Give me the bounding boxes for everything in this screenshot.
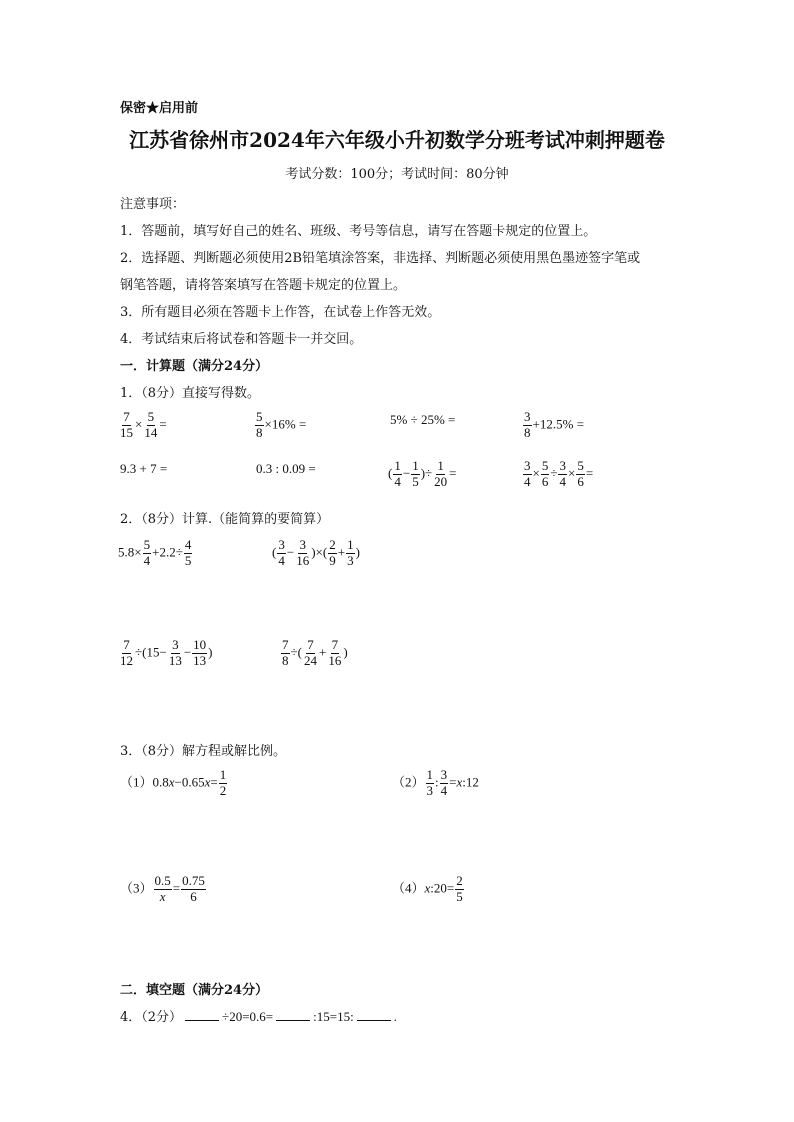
exam-info: 考试分数：100分；考试时间：80分钟 [285,167,509,182]
equation-3: （3） $\frac{0.5}{x}$ = $\frac{0.75}{6}$ [120,873,205,904]
expr-1c: 5% ÷ 25% = [390,412,456,427]
notice-item: 2．选择题、判断题必须使用2B铅笔填涂答案，非选择、判断题必须使用黑色墨迹签字笔或 [120,251,641,266]
expr-1f: 0.3 : 0.09 = [256,461,316,476]
answer-blank[interactable] [185,1008,219,1021]
expr-1h: $\frac{3}{4}$ × $\frac{5}{6}$ ÷ $\frac{3}{4}$ × $\frac{5}{6}$ = [524,458,594,489]
notice-item: 钢笔答题，请将答案填写在答题卡规定的位置上。 [120,278,407,293]
question-2: 2．（8分）计算.（能简算的要简算） [120,512,330,527]
expr-1g: ( $\frac{1}{4}$ − $\frac{1}{5}$ )÷ $\frac{1}{20}$ = [388,458,457,489]
expr-2b: ( $\frac{3}{4}$ − $\frac{3}{16}$ )×( $\frac{2}{9}$ + $\frac{1}{3}$ ) [272,537,360,568]
question-4: 4．（2分） ÷20=0.6= :15=15: . [120,1009,397,1025]
notice-heading: 注意事项： [120,197,186,212]
confidential-label: 保密★启用前 [120,101,199,116]
notice-item: 1．答题前，填写好自己的姓名、班级、考号等信息，请写在答题卡规定的位置上。 [120,224,597,239]
answer-blank[interactable] [357,1008,391,1021]
equation-4: （4）x:20= $\frac{2}{5}$ [392,873,463,904]
expr-1a: $\frac{7}{15}$ × $\frac{5}{14}$ = [120,409,167,440]
expr-1b: $\frac{5}{8}$ ×16% = [256,409,307,440]
expr-1e: 9.3 + 7 = [120,461,168,476]
section-heading: 二．填空题（满分24分） [120,983,269,998]
expr-2a: 5.8× $\frac{5}{4}$ +2.2÷ $\frac{4}{5}$ [118,537,192,568]
question-1: 1．（8分）直接写得数。 [120,386,261,401]
expr-2d: $\frac{7}{8}$ ÷( $\frac{7}{24}$ + $\frac{7}{16}$ ) [282,637,348,668]
answer-blank[interactable] [276,1008,310,1021]
expr-2c: $\frac{7}{12}$ ÷(15− $\frac{3}{13}$ − $\frac{10}{13}$ ) [120,637,213,668]
notice-item: 4．考试结束后将试卷和答题卡一并交回。 [120,332,363,347]
equation-1: （1）0.8x−0.65x= $\frac{1}{2}$ [120,767,227,798]
equation-2: （2） $\frac{1}{3}$ : $\frac{3}{4}$ =x:12 [392,767,479,798]
page-title: 江苏省徐州市2024年六年级小升初数学分班考试冲刺押题卷 [129,128,665,152]
notice-item: 3．所有题目必须在答题卡上作答，在试卷上作答无效。 [120,305,441,320]
expr-1d: $\frac{3}{8}$ +12.5% = [524,409,585,440]
section-heading: 一．计算题（满分24分） [120,359,269,374]
question-3: 3．（8分）解方程或解比例。 [120,744,287,759]
